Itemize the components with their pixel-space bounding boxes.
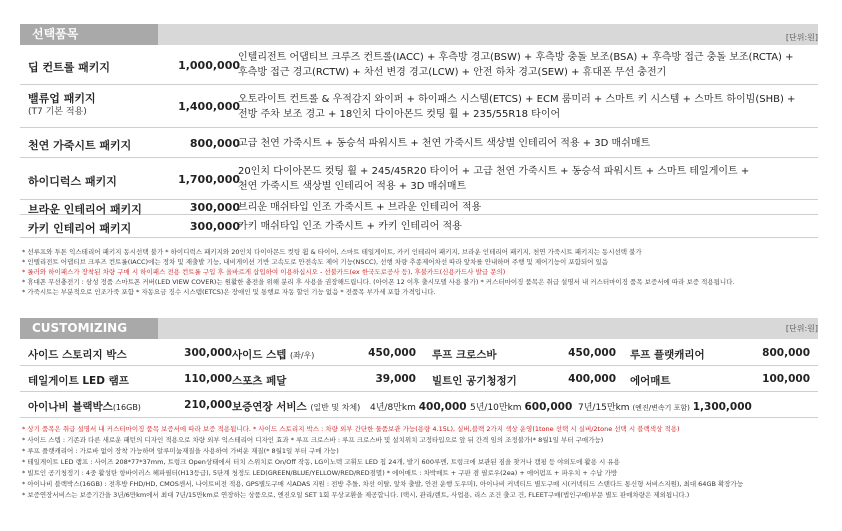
footnote: * 롤러와 하이패스가 장착된 차량 구매 시 하이패스 전용 컨트롤 구입 후 올바르게 삽입하여 이용하십시오 - 선불카드(ex 한국도로공사 등), 후불카드(신용카드사 발급 문의) <box>22 268 506 276</box>
option-row <box>20 215 818 238</box>
footnote: * 휴대폰 무선충전기 : 삼성 정품 스마트폰 커버(LED VIEW COVER)는 원활한 충전을 위해 분리 후 사용을 권장해드립니다. (아이폰 12 이후 출시모델 사용 불가) * 커스터마이징 품목은 취급 설명서 내 커스터마이징 품목 보증서에 따라 보증 적용됩니다. <box>22 278 735 286</box>
option-row <box>20 158 818 200</box>
footnote: * 루프 플랫캐리어 : 가로바 없이 장착 가능하며 알루미늄재질을 사용하여 가벼운 재질(* 8월1일 부터 구매 가능) <box>22 447 339 455</box>
customizing-item-name: 사이드 스텝 (좌/우) <box>232 349 315 361</box>
option-price: 300,000 <box>189 201 240 214</box>
customizing-item-price: 800,000 <box>762 347 810 359</box>
customizing-item-name: 빌트인 공기청정기 <box>432 375 517 387</box>
option-name: 카키 인테리어 패키지 <box>28 222 132 235</box>
option-row <box>20 45 818 85</box>
customizing-notes <box>22 424 820 501</box>
option-description-line: 후측방 접근 경고(RCTW) + 차선 변경 경고(LCW) + 안전 하차 경고(SEW) + 휴대폰 무선 충전기 <box>238 67 667 78</box>
option-name: 밸류업 패키지 <box>28 92 96 105</box>
customizing-item-name: 에어매트 <box>630 375 671 387</box>
customizing-item-price: 39,000 <box>375 373 416 385</box>
option-price: 1,700,000 <box>178 172 240 186</box>
option-row <box>20 200 818 215</box>
option-price: 1,000,000 <box>178 58 240 72</box>
footnote: * 테일게이트 LED 램프 : 사이즈 208*77*37mm, 트렁크 Open상태에서 터치 스위치로 On/Off 작동, LG이노텍 고휘도 LED 칩 24개, 발기 600루멘, 트렁크에 보관된 짐을 찾거나 캠핑 등 야외도에 활용 시 유용 <box>22 458 620 466</box>
option-description <box>238 219 808 234</box>
footnote: * 보증연장서비스는 보증기간을 3년/6만km에서 최대 7년/15만km로 연장하는 상품으로, 엔진오일 SET 1회 무상교환을 제공합니다. (택시, 관리/렌트, 사업용, 리스 조건 출고 건, FLEET구매(법인구매)부문 별도 판매차량은 제외됩니다.) <box>22 491 690 499</box>
footnote: * 가죽시트는 부분적으로 인조가죽 포함 * 자동요금 징수 시스템(ETCS)은 장애인 및 통행료 자동 할인 기능 없음 * 전품목 부가세 포함 가격입니다. <box>22 288 436 296</box>
customizing-row-3 <box>20 392 818 418</box>
customizing-row-1 <box>20 340 818 366</box>
option-price: 800,000 <box>189 136 240 150</box>
options-notes <box>22 247 820 297</box>
customizing-item-name: 루프 크로스바 <box>432 349 497 361</box>
customizing-item-name: 테일게이트 LED 램프 <box>28 375 129 387</box>
warranty-service-name: 보증연장 서비스 (일반 및 차체) <box>232 401 361 413</box>
option-subtitle: (T7 기본 적용) <box>28 107 87 117</box>
option-description <box>238 200 808 215</box>
warranty-option-1: 4년/8만km 400,000 <box>370 401 467 413</box>
footnote: * 상기 품목은 취급 설명서 내 커스터마이징 품목 보증서에 따라 보증 적용됩니다. * 사이드 스토리지 박스 : 차량 외부 간단한 물품보관 가능(용량 4.15L), 실버,블랙 2가지 색상 운영(1tone 선택 시 실버/2tone 선택 시 블랙색상 적용) <box>22 425 680 433</box>
footnote: * 사이드 스텝 : 기존과 다른 새로운 패턴의 디자인 적용으로 차량 외부 익스테리어 디자인 효과 * 루프 크로스바 : 루프 크로스바 및 설치위치 고정타입으로 앞 뒤 간격 임의 조정불가(* 8월1일 부터 구매가능) <box>22 436 604 444</box>
customizing-item-price: 210,000 <box>184 399 232 411</box>
customizing-item-price: 400,000 <box>568 373 616 385</box>
customizing-item-price: 100,000 <box>762 373 810 385</box>
customizing-row-2 <box>20 366 818 392</box>
option-description <box>238 164 808 194</box>
option-price: 1,400,000 <box>178 100 240 113</box>
customizing-header-band <box>20 318 818 339</box>
option-description-line: 전방 주차 보조 경고 + 18인치 다이아몬드 컷팅 휠 + 235/55R18 타이어 <box>238 108 561 120</box>
options-unit-label: [단위:원] <box>785 33 818 42</box>
option-description <box>238 50 808 80</box>
warranty-option-3: 7년/15만km (엔진/변속기 포함) 1,300,000 <box>578 401 752 413</box>
option-price: 300,000 <box>189 220 240 233</box>
option-description-line: 고급 천연 가죽시트 + 동승석 파워시트 + 천연 가죽시트 색상별 인테리어 적용 + 3D 매쉬매트 <box>238 137 651 149</box>
option-description-line: 브리운 매쉬타입 인조 가죽시트 + 브라운 인테리어 적용 <box>238 202 482 213</box>
customizing-item-name: 사이드 스토리지 박스 <box>28 349 127 361</box>
option-row <box>20 128 818 158</box>
option-description-line: 인텔리전트 어댑티브 크루즈 컨트롤(IACC) + 후측방 경고(BSW) + 후측방 충돌 보조(BSA) + 후측방 접근 충돌 보조(RCTA) + <box>238 52 794 63</box>
customizing-item-name: 스포츠 페달 <box>232 375 287 387</box>
customizing-unit-label: [단위:원] <box>785 324 818 333</box>
warranty-option-2: 5년/10만km 600,000 <box>470 401 573 413</box>
option-name: 딥 컨트롤 패키지 <box>28 60 111 74</box>
customizing-item-price: 450,000 <box>368 347 416 359</box>
options-header-band <box>20 24 818 45</box>
options-section-title: 선택품목 <box>20 24 158 45</box>
customizing-item-name: 루프 플랫캐리어 <box>630 349 705 361</box>
option-description-line: 카키 매쉬타입 인조 가죽시트 + 카키 인테리어 적용 <box>238 221 462 232</box>
option-name: 브라운 인테리어 패키지 <box>28 203 142 216</box>
footnote: * 빌트인 공기청정기 : 4중 활성탄 항바이러스 헤파필터(H13등급), 5단계 청정도 LED(GREEN/BLUE/YELLOW/RED/RED점멸) * 에어매트 : 차박매트 + 구판 겸 필로우(2ea) + 에어펌프 + 파우치 + 수납 가방 <box>22 469 618 477</box>
option-name: 천연 가죽시트 패키지 <box>28 138 132 152</box>
option-row <box>20 85 818 128</box>
option-name: 하이디럭스 패키지 <box>28 174 117 188</box>
customizing-section-title: CUSTOMIZING <box>20 318 158 339</box>
option-description-line: 천연 가죽시트 색상별 인테리어 적용 + 3D 매쉬매트 <box>238 181 467 192</box>
option-description <box>238 136 808 151</box>
option-description-line: 20인치 다이아몬드 컷팅 휠 + 245/45R20 타이어 + 고급 천연 가죽시트 + 동승석 파워시트 + 스마트 테일게이트 + <box>238 166 750 177</box>
footnote: * 인텔리전트 어댑티브 크루즈 컨트롤(IACC)에는 정차 및 재출발 기능, 내비게이션 기반 고속도로 안전속도 제어 기능(NSCC), 선행 차량 추종제어차선 따라 앞차를 안내하며 주행 및 제어기능이 포함되어 있음 <box>22 258 609 266</box>
customizing-item-price: 110,000 <box>184 373 232 385</box>
customizing-item-price: 450,000 <box>568 347 616 359</box>
option-description-line: 오토라이트 컨트롤 & 우적감지 와이퍼 + 하이패스 시스템(ETCS) + ECM 룸미러 + 스마트 키 시스템 + 스마트 하이빔(SHB) + <box>238 93 796 105</box>
footnote: * 아이나비 블랙박스(16GB) : 전후방 FHD/HD, CMOS센서, 나이트비전 적용, GPS별도구매 시ADAS 지원 : 전방 추돌, 차선 이탈, 앞차 출발, 안전 운행 도우미), 아이나비 커넥티드 별도구매 시(커넥티드 스탠다드 통신형 서비스지원), 최대 64GB 확장가능 <box>22 480 744 488</box>
customizing-item-name: 아이나비 블랙박스(16GB) <box>28 401 141 413</box>
customizing-item-price: 300,000 <box>184 347 232 359</box>
option-description <box>238 92 808 122</box>
footnote: * 선루프와 투톤 익스테리어 패키지 동시선택 불가 * 하이디럭스 패키지와 20인치 다이아몬드 컷팅 휠 & 타이어, 스마트 테일게이트, 카키 인테리어 패키지, 브라운 인테리어 패키지, 천연 가죽시트 패키지는 동시선택 불가 <box>22 248 642 256</box>
